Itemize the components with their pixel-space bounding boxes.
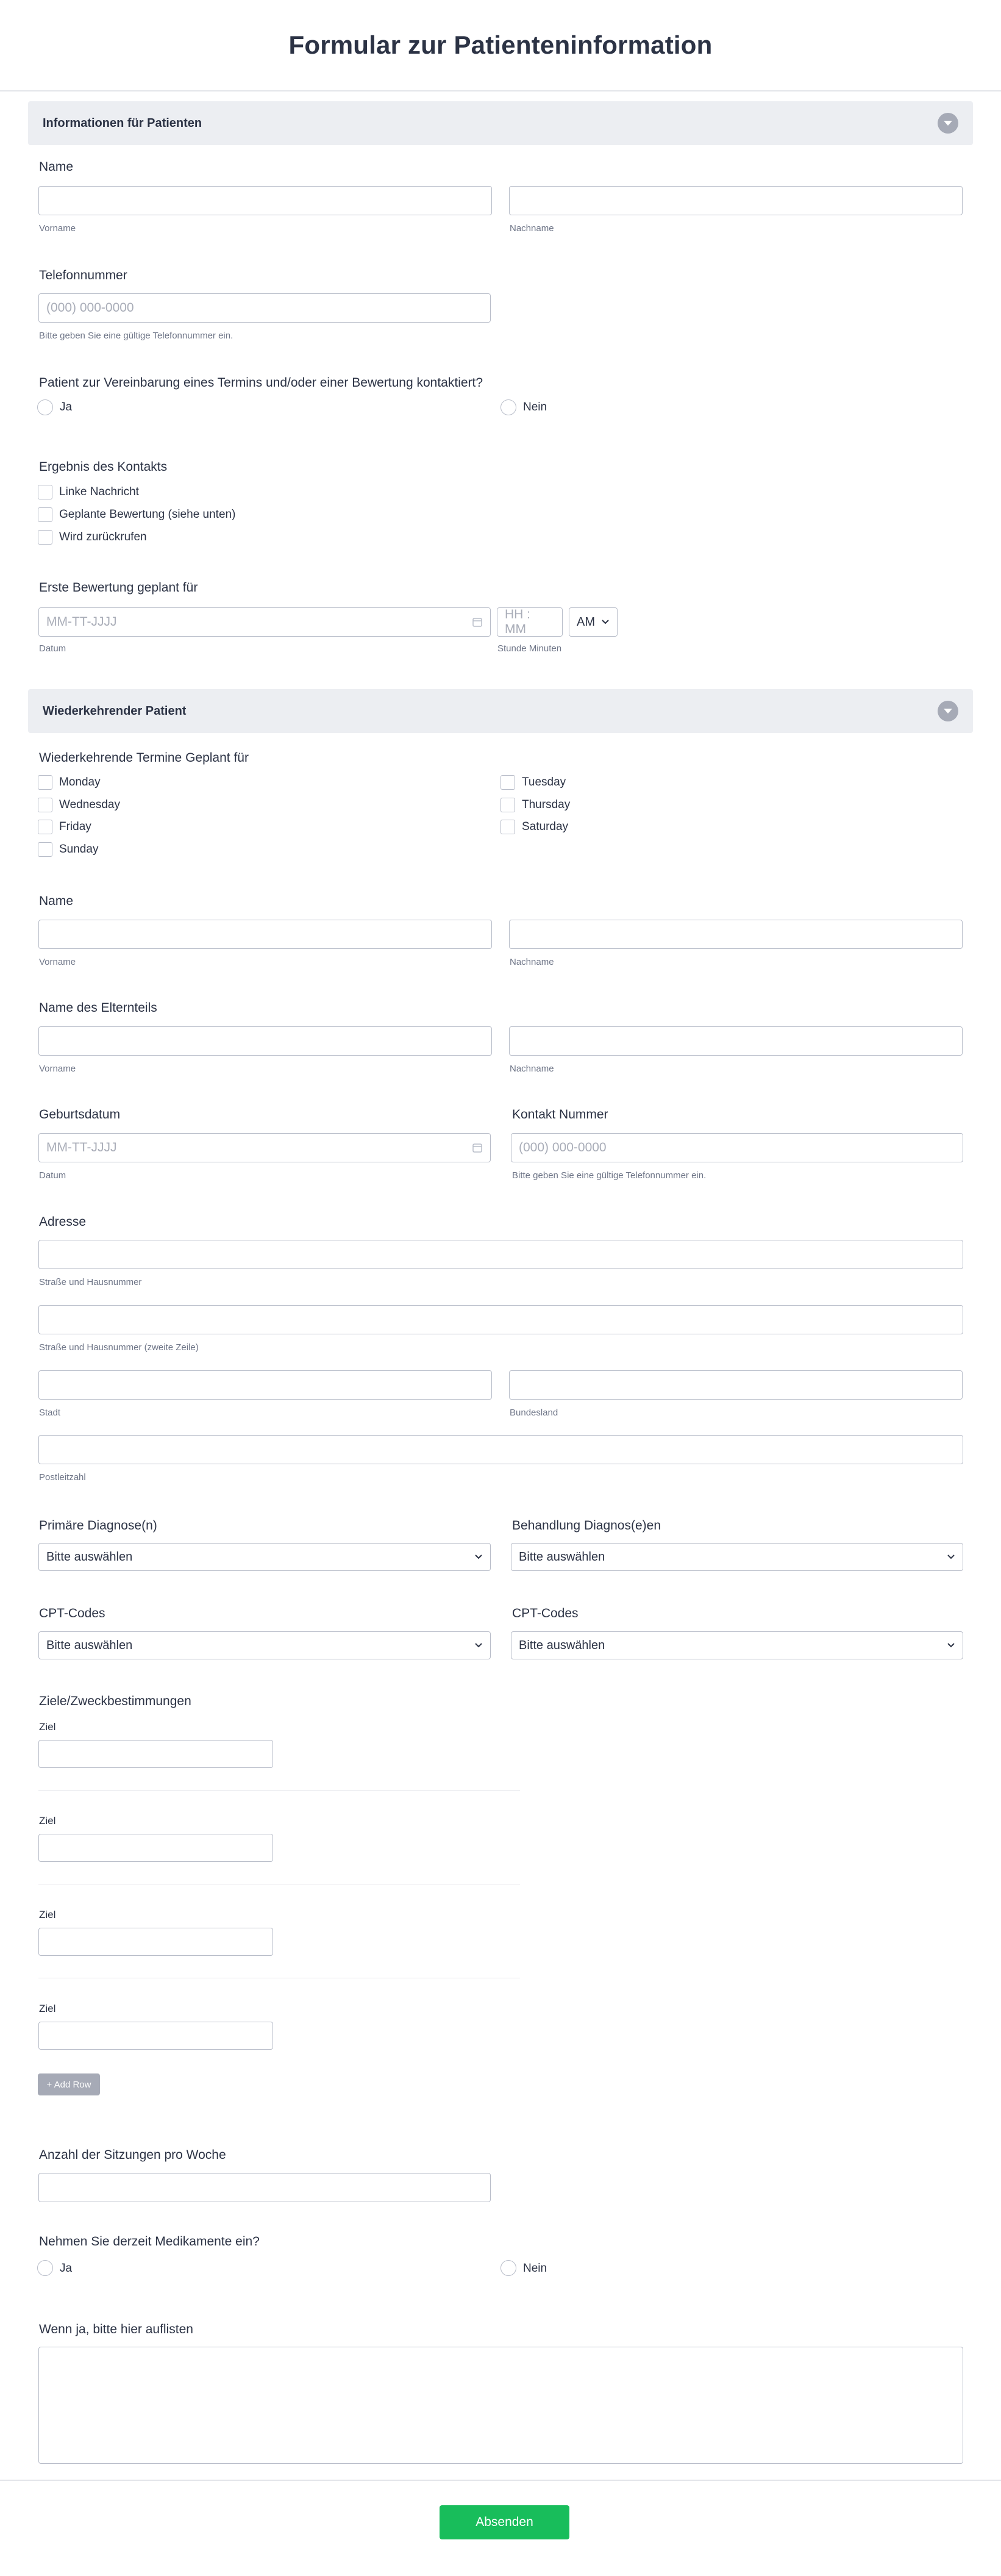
- treatment-dx-select[interactable]: [511, 1543, 963, 1571]
- state-sublabel: Bundesland: [510, 1408, 558, 1418]
- parent-first-name-input[interactable]: [38, 1026, 492, 1056]
- name-label: Name: [39, 160, 74, 174]
- contacted-no-radio[interactable]: [500, 399, 516, 415]
- select-value: Bitte auswählen: [46, 1550, 133, 1564]
- first-name-input[interactable]: [38, 920, 492, 949]
- goal-row-label: Ziel: [39, 1909, 56, 1920]
- result-option-checkbox[interactable]: [38, 485, 52, 499]
- goals-label: Ziele/Zweckbestimmungen: [39, 1694, 191, 1708]
- section-title: Wiederkehrender Patient: [43, 704, 187, 718]
- first-name-sublabel: Vorname: [39, 1064, 76, 1074]
- result-option-checkbox[interactable]: [38, 530, 52, 545]
- dob-input[interactable]: [38, 1133, 491, 1162]
- select-value: Bitte auswählen: [46, 1638, 133, 1652]
- contact-result-label: Ergebnis des Kontakts: [39, 460, 168, 474]
- day-label: Friday: [59, 820, 91, 833]
- address-label: Adresse: [39, 1215, 87, 1229]
- primary-dx-label: Primäre Diagnose(n): [39, 1519, 157, 1533]
- last-name-sublabel: Nachname: [510, 957, 554, 967]
- meds-list-textarea[interactable]: [38, 2347, 963, 2464]
- section-header-recurring-patient[interactable]: [28, 689, 973, 733]
- time-sublabel: Stunde Minuten: [497, 643, 562, 654]
- sessions-input[interactable]: [38, 2173, 491, 2202]
- contacted-no-label: Nein: [523, 401, 547, 413]
- goal-row-label: Ziel: [39, 2003, 56, 2014]
- day-label: Wednesday: [59, 798, 120, 811]
- first-name-input[interactable]: [38, 186, 492, 215]
- contacted-yes-label: Ja: [60, 401, 73, 413]
- result-option-checkbox[interactable]: [38, 507, 52, 522]
- date-placeholder: MM-TT-JJJJ: [46, 1140, 117, 1154]
- page-header: [0, 0, 1001, 91]
- contact-number-input[interactable]: (000) 000-0000: [511, 1133, 963, 1162]
- first-name-sublabel: Vorname: [39, 957, 76, 967]
- result-option-label: Wird zurückrufen: [59, 531, 147, 543]
- contact-number-sublabel: Bitte geben Sie eine gültige Telefonnummer ein.: [512, 1170, 707, 1181]
- city-sublabel: Stadt: [39, 1408, 61, 1418]
- parent-last-name-input[interactable]: [509, 1026, 963, 1056]
- contacted-label: Patient zur Vereinbarung eines Termins und/oder einer Bewertung kontaktiert?: [39, 376, 483, 390]
- last-name-input[interactable]: [509, 186, 963, 215]
- meds-yes-radio[interactable]: [37, 2260, 53, 2276]
- day-label: Thursday: [522, 798, 571, 811]
- first-eval-label: Erste Bewertung geplant für: [39, 581, 198, 595]
- first-eval-time-input[interactable]: HH : MM: [497, 607, 563, 637]
- last-name-sublabel: Nachname: [510, 1064, 554, 1074]
- goal-row-label: Ziel: [39, 1721, 56, 1733]
- parent-name-label: Name des Elternteils: [39, 1001, 157, 1015]
- chevron-down-icon: [474, 1642, 483, 1648]
- contacted-yes-radio[interactable]: [37, 399, 53, 415]
- result-option-label: Geplante Bewertung (siehe unten): [59, 508, 236, 521]
- cpt-codes-label: CPT-Codes: [39, 1606, 105, 1620]
- chevron-down-icon: [947, 1642, 955, 1648]
- phone-label: Telefonnummer: [39, 268, 127, 282]
- city-input[interactable]: [38, 1370, 492, 1400]
- zip-sublabel: Postleitzahl: [39, 1472, 86, 1483]
- treatment-dx-label: Behandlung Diagnos(e)en: [512, 1519, 661, 1533]
- zip-input[interactable]: [38, 1435, 963, 1464]
- select-value: Bitte auswählen: [519, 1638, 605, 1652]
- day-label: Sunday: [59, 843, 99, 856]
- add-row-button[interactable]: + Add Row: [38, 2073, 100, 2095]
- day-checkbox[interactable]: [500, 775, 515, 790]
- meds-label: Nehmen Sie derzeit Medikamente ein?: [39, 2234, 260, 2249]
- phone-sublabel: Bitte geben Sie eine gültige Telefonnummer ein.: [39, 331, 233, 341]
- day-label: Saturday: [522, 820, 569, 833]
- chevron-down-icon: [947, 1554, 955, 1560]
- goal-input[interactable]: [38, 1928, 273, 1956]
- ampm-select[interactable]: [569, 607, 618, 637]
- goal-row-label: Ziel: [39, 1815, 56, 1826]
- name-label: Name: [39, 894, 74, 908]
- goal-row-divider: [38, 1790, 520, 1791]
- calendar-icon[interactable]: [472, 1142, 483, 1153]
- day-checkbox[interactable]: [500, 798, 515, 812]
- goal-input[interactable]: [38, 2022, 273, 2050]
- day-checkbox[interactable]: [38, 775, 52, 790]
- calendar-icon[interactable]: [472, 617, 483, 628]
- contact-number-label: Kontakt Nummer: [512, 1107, 608, 1122]
- goal-input[interactable]: [38, 1834, 273, 1862]
- chevron-down-icon: [474, 1554, 483, 1560]
- day-checkbox[interactable]: [38, 842, 52, 857]
- day-checkbox[interactable]: [500, 820, 515, 834]
- section-title: Informationen für Patienten: [43, 116, 202, 130]
- street-input[interactable]: [38, 1240, 963, 1269]
- last-name-sublabel: Nachname: [510, 223, 554, 234]
- collapse-toggle-icon[interactable]: [938, 701, 958, 721]
- meds-yes-label: Ja: [60, 2262, 73, 2275]
- goal-input[interactable]: [38, 1740, 273, 1768]
- day-checkbox[interactable]: [38, 798, 52, 812]
- street-sublabel: Straße und Hausnummer: [39, 1277, 142, 1287]
- cpt-codes-select[interactable]: [38, 1631, 491, 1659]
- dob-sublabel: Datum: [39, 1170, 66, 1181]
- first-eval-date-input[interactable]: [38, 607, 491, 637]
- cpt-codes-label: CPT-Codes: [512, 1606, 579, 1620]
- dob-label: Geburtsdatum: [39, 1107, 121, 1122]
- chevron-down-icon: [601, 619, 610, 625]
- day-label: Tuesday: [522, 776, 566, 789]
- submit-button[interactable]: Absenden: [440, 2505, 569, 2539]
- day-checkbox[interactable]: [38, 820, 52, 834]
- phone-input[interactable]: (000) 000-0000: [38, 293, 491, 323]
- section-header-patient-info[interactable]: [28, 101, 973, 145]
- street2-sublabel: Straße und Hausnummer (zweite Zeile): [39, 1342, 199, 1353]
- primary-dx-select[interactable]: [38, 1543, 491, 1571]
- last-name-input[interactable]: [509, 920, 963, 949]
- date-placeholder: MM-TT-JJJJ: [46, 615, 117, 629]
- day-label: Monday: [59, 776, 101, 789]
- street2-input[interactable]: [38, 1305, 963, 1334]
- state-input[interactable]: [509, 1370, 963, 1400]
- result-option-label: Linke Nachricht: [59, 485, 139, 498]
- collapse-toggle-icon[interactable]: [938, 113, 958, 134]
- meds-no-label: Nein: [523, 2262, 547, 2275]
- ampm-value: AM: [577, 615, 595, 629]
- meds-no-radio[interactable]: [500, 2260, 516, 2276]
- meds-list-label: Wenn ja, bitte hier auflisten: [39, 2322, 193, 2336]
- recurring-label: Wiederkehrende Termine Geplant für: [39, 751, 249, 765]
- page-title: Formular zur Patienteninformation: [288, 30, 713, 59]
- first-name-sublabel: Vorname: [39, 223, 76, 234]
- cpt-codes-select[interactable]: [511, 1631, 963, 1659]
- date-sublabel: Datum: [39, 643, 66, 654]
- sessions-label: Anzahl der Sitzungen pro Woche: [39, 2148, 226, 2162]
- select-value: Bitte auswählen: [519, 1550, 605, 1564]
